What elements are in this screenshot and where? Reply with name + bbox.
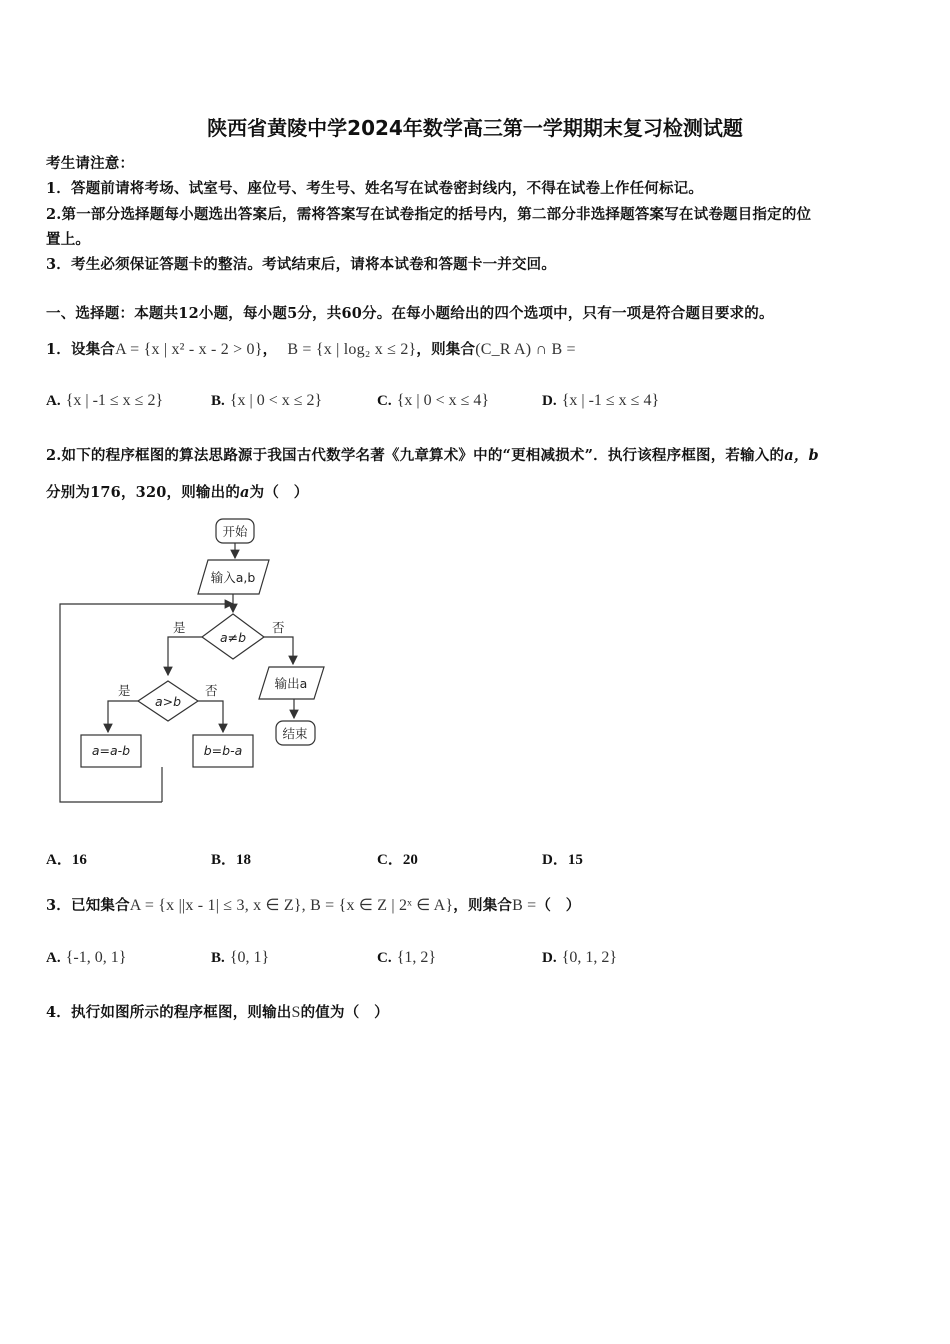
q2-option-d-value: 15 — [567, 852, 583, 868]
notice-item-1: 1．答题前请将考场、试室号、座位号、考生号、姓名写在试卷密封线内，不得在试卷上作任何标记。 — [46, 180, 704, 197]
q1-expr: (C_R A) ∩ B = — [475, 341, 576, 358]
q1-option-d-label: D. — [542, 393, 557, 409]
q2-line2-paren: 为（ ） — [249, 484, 309, 501]
q2-option-c-label: C． — [377, 852, 403, 868]
flow-no2-text: 否 — [205, 683, 218, 698]
q2-line1-text: 2.如下的程序框图的算法思路源于我国古代数学名著《九章算术》中的“更相减损术”．执行该程序框图，若输入的 — [46, 447, 785, 464]
q3-option-c[interactable] — [377, 947, 436, 967]
page-title: 陕西省黄陵中学2024年数学高三第一学期期末复习检测试题 — [207, 116, 743, 140]
q3-option-c-value: {1, 2} — [396, 949, 437, 966]
q3-suffix: ，则集合 — [453, 897, 513, 914]
q1-option-c-value: {x | 0 < x ≤ 4} — [396, 392, 490, 409]
flow-cond1-text: a≠b — [219, 630, 247, 645]
notice-item-3: 3．考生必须保证答题卡的整洁。考试结束后，请将本试卷和答题卡一并交回。 — [46, 256, 557, 273]
q1-mid: ，则集合 — [416, 341, 476, 358]
q1-option-c-label: C. — [377, 393, 392, 409]
q1-set-b: B = {x | log₂ x ≤ 2} — [287, 341, 417, 358]
flowchart — [50, 512, 340, 812]
q1-option-b[interactable] — [211, 390, 322, 410]
flow-assign-b-text: b=b-a — [203, 743, 243, 758]
q2-option-b-label: B． — [211, 852, 237, 868]
q1-stem — [46, 338, 576, 359]
q2-option-c[interactable] — [377, 848, 418, 869]
flow-cond2-text: a>b — [154, 694, 182, 709]
q1-prefix: 1．设集合 — [46, 341, 116, 358]
q3-option-b-label: B. — [211, 950, 225, 966]
q3-option-a[interactable] — [46, 947, 126, 967]
q1-option-d-value: {x | -1 ≤ x ≤ 4} — [561, 392, 660, 409]
q1-option-d[interactable] — [542, 390, 659, 410]
q1-option-a-value: {x | -1 ≤ x ≤ 2} — [65, 392, 164, 409]
flow-input-text: 输入a,b — [210, 570, 256, 585]
q3-paren: （ ） — [536, 897, 581, 914]
flow-assign-a-text: a=a-b — [91, 743, 131, 758]
q1-option-b-value: {x | 0 < x ≤ 2} — [229, 392, 323, 409]
q4-suffix: 的值为（ ） — [300, 1004, 389, 1021]
q1-option-a-label: A. — [46, 393, 61, 409]
q2-line2-text: 分别为176，320，则输出的 — [46, 484, 241, 501]
q2-option-a-value: 16 — [71, 852, 87, 868]
q2-option-a-label: A． — [46, 852, 72, 868]
q4-prefix: 4．执行如图所示的程序框图，则输出 — [46, 1004, 292, 1021]
notice-item-2-cont: 置上。 — [46, 231, 91, 248]
flow-yes2-text: 是 — [118, 683, 131, 698]
q3-expr2: B = — [512, 897, 537, 914]
q3-option-d-label: D. — [542, 950, 557, 966]
q1-option-c[interactable] — [377, 390, 489, 410]
q2-option-b[interactable] — [211, 848, 251, 869]
section-heading: 一、选择题：本题共12小题，每小题5分，共60分。在每小题给出的四个选项中，只有一项是符合题目要求的。 — [46, 305, 774, 322]
q3-option-d[interactable] — [542, 947, 617, 967]
q1-set-a: A = {x | x² - x - 2 > 0} — [115, 341, 263, 358]
q3-prefix: 3．已知集合 — [46, 897, 130, 914]
q2-option-a[interactable] — [46, 848, 87, 869]
q3-option-b-value: {0, 1} — [229, 949, 270, 966]
q2-line2-var: a — [240, 484, 250, 501]
q2-line1-vars: a，b — [784, 447, 819, 464]
q1-sep: ， — [262, 341, 278, 358]
q3-stem — [46, 894, 581, 915]
notice-item-2: 2.第一部分选择题每小题选出答案后，需将答案写在试卷指定的括号内，第二部分非选择题答案写在试卷题目指定的位 — [46, 206, 812, 223]
flow-output-text: 输出a — [274, 676, 308, 691]
q2-stem-line2 — [46, 481, 308, 502]
q3-expr: A = {x ||x - 1| ≤ 3, x ∈ Z}, B = {x ∈ Z | 2ˣ ∈ A} — [129, 897, 454, 914]
q2-option-d-label: D． — [542, 852, 568, 868]
q4-stem — [46, 1001, 389, 1022]
flow-end-text: 结束 — [282, 726, 308, 741]
q4-var: S — [291, 1004, 301, 1021]
flow-start-text: 开始 — [222, 524, 248, 539]
q2-option-d[interactable] — [542, 848, 583, 869]
q3-option-c-label: C. — [377, 950, 392, 966]
q3-option-a-value: {-1, 0, 1} — [65, 949, 127, 966]
q2-stem-line1 — [46, 444, 819, 465]
q3-option-d-value: {0, 1, 2} — [561, 949, 618, 966]
q1-option-b-label: B. — [211, 393, 225, 409]
notice-heading: 考生请注意： — [46, 155, 135, 172]
q2-option-c-value: 20 — [402, 852, 418, 868]
q3-option-a-label: A. — [46, 950, 61, 966]
q3-option-b[interactable] — [211, 947, 269, 967]
flow-no1-text: 否 — [272, 620, 285, 635]
flow-yes1-text: 是 — [173, 620, 186, 635]
q2-option-b-value: 18 — [236, 852, 252, 868]
q1-option-a[interactable] — [46, 390, 163, 410]
